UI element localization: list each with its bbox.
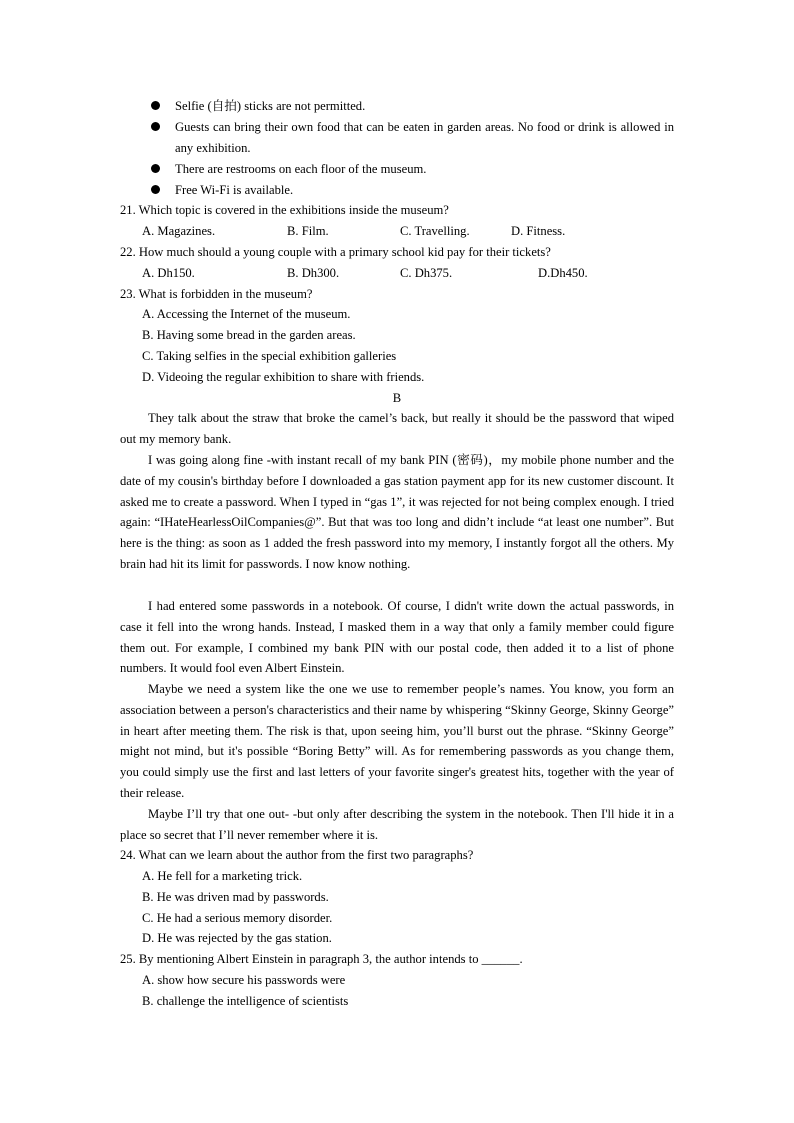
bullet-dot-icon <box>151 101 160 110</box>
question-stem-23: 23. What is forbidden in the museum? <box>120 287 313 301</box>
question-stem-21: 21. Which topic is covered in the exhibitions inside the museum? <box>120 203 449 217</box>
q24-option-c: C. He had a serious memory disorder. <box>142 911 333 925</box>
bullet-dot-icon <box>151 164 160 173</box>
q25-option-b: B. challenge the intelligence of scientists <box>142 994 349 1008</box>
passage-paragraph-4: Maybe we need a system like the one we use to remember people’s names. You know, you form an association between a person's characteristics and their name by whispering “Skinny George, Skinny George” in heart after meeting them. The risk is that, upon seeing him, you’ll burst out the phrase. “Skinny George” might not mind, but it's possible “Boring Betty” will. As for remembering passwords as you change them, you could simply use the first and last letters of your favorite singer's greatest hits, together with the year of their release. <box>120 682 674 800</box>
passage-paragraph-3: I had entered some passwords in a notebook. Of course, I didn't write down the actual passwords, in case it fell into the wrong hands. Instead, I masked them in a way that only a family member could figure them out. For example, I combined my bank PIN with our postal code, then added it to a list of phone numbers. It would fool even Albert Einstein. <box>120 599 674 676</box>
passage-paragraph-2: I was going along fine -with instant recall of my bank PIN (密码)，my mobile phone number and the date of my cousin's birthday before I downloaded a gas station payment app for its new customer discount. It asked me to create a password. When I typed in “gas 1”, it was rejected for not being complex enough. I tried again: “IHateHearlessOilCompanies@”. But that was too long and didn’t include “at least one number”. But here is the thing: as soon as 1 added the fresh password into my memory, I instantly forgot all the others. My brain had hit its limit for passwords. I now know nothing. <box>120 453 674 571</box>
q21-option-d: D. Fitness. <box>511 224 566 238</box>
q23-option-a: A. Accessing the Internet of the museum. <box>142 307 351 321</box>
q23-option-b: B. Having some bread in the garden areas. <box>142 328 356 342</box>
question-stem-24: 24. What can we learn about the author from the first two paragraphs? <box>120 848 474 862</box>
q21-option-b: B. Film. <box>287 224 329 238</box>
q22-option-b: B. Dh300. <box>287 266 340 280</box>
q24-option-d: D. He was rejected by the gas station. <box>142 931 332 945</box>
q23-option-c: C. Taking selfies in the special exhibition galleries <box>142 349 397 363</box>
q21-option-c: C. Travelling. <box>400 224 470 238</box>
bullet-item: There are restrooms on each floor of the museum. <box>175 162 427 176</box>
q25-option-a: A. show how secure his passwords were <box>142 973 346 987</box>
q23-option-d: D. Videoing the regular exhibition to share with friends. <box>142 370 425 384</box>
passage-paragraph-5: Maybe I’ll try that one out- -but only after describing the system in the notebook. Then I'll hide it in a place so secret that I’ll never remember where it is. <box>120 807 674 842</box>
q21-option-a: A. Magazines. <box>142 224 216 238</box>
question-stem-22: 22. How much should a young couple with a primary school kid pay for their tickets? <box>120 245 551 259</box>
q24-option-b: B. He was driven mad by passwords. <box>142 890 329 904</box>
q22-option-a: A. Dh150. <box>142 266 195 280</box>
passage-paragraph-1: They talk about the straw that broke the camel’s back, but really it should be the password that wiped out my memory bank. <box>120 411 674 446</box>
bullet-dot-icon <box>151 185 160 194</box>
q24-option-a: A. He fell for a marketing trick. <box>142 869 303 883</box>
q22-option-d: D.Dh450. <box>538 266 588 280</box>
bullet-dot-icon <box>151 122 160 131</box>
bullet-item: Guests can bring their own food that can be eaten in garden areas. No food or drink is allowed in any exhibition. <box>175 120 674 155</box>
q22-option-c: C. Dh375. <box>400 266 453 280</box>
bullet-item: Free Wi-Fi is available. <box>175 183 294 197</box>
bullet-item: Selfie (自拍) sticks are not permitted. <box>175 99 366 113</box>
section-label: B <box>392 391 402 405</box>
question-stem-25: 25. By mentioning Albert Einstein in paragraph 3, the author intends to ______. <box>120 952 523 966</box>
